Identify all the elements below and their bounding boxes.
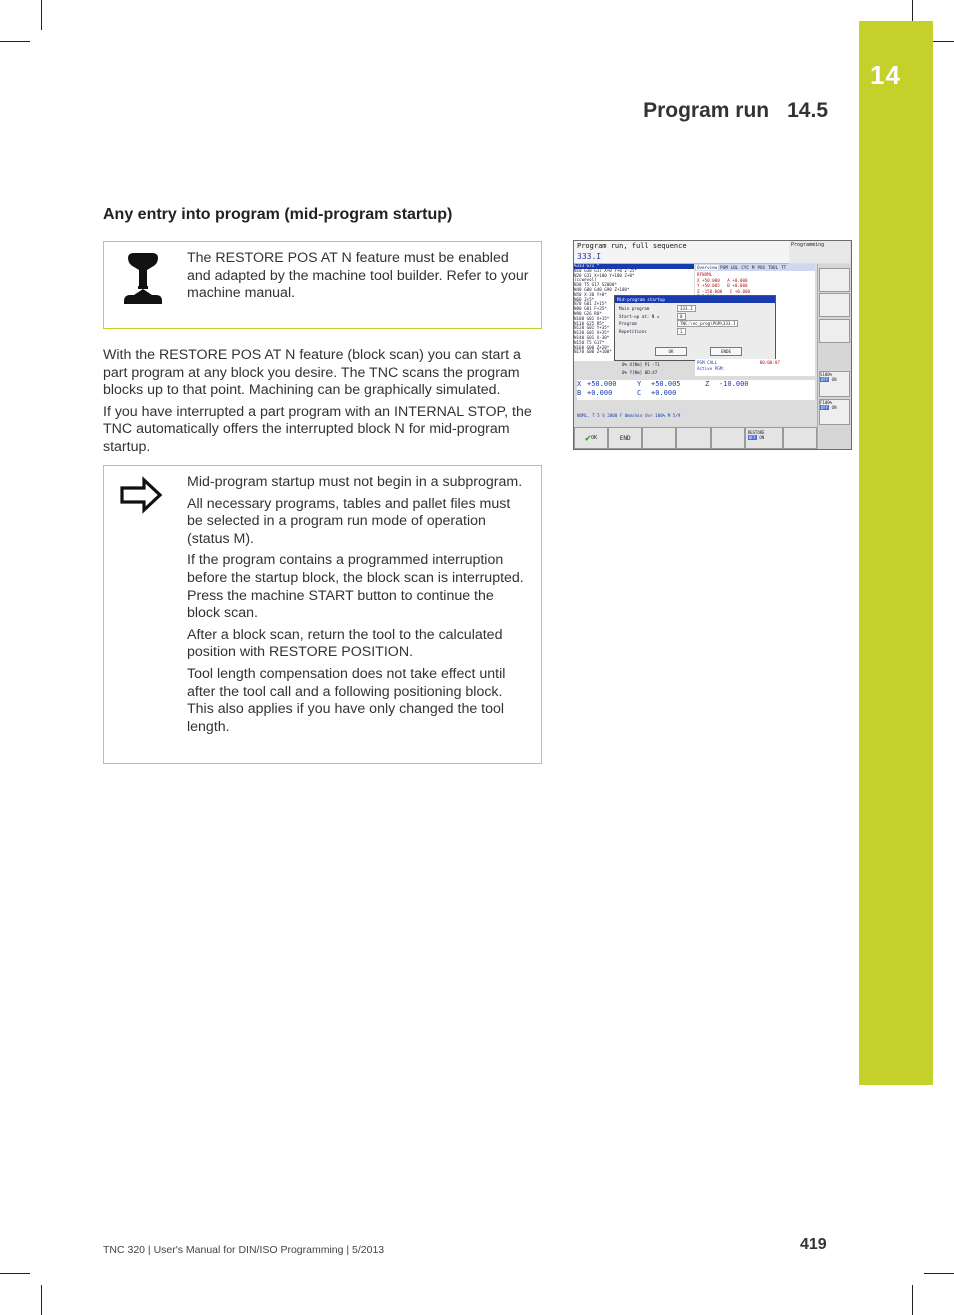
xyz-lines: [622, 361, 660, 377]
status-tab[interactable]: Overview: [697, 265, 718, 270]
page-number: 419: [800, 1236, 827, 1253]
status-tab[interactable]: CYC: [741, 265, 749, 270]
crop-mark: [41, 0, 42, 30]
position-row: X +50.000 Y +50.005 Z -10.000: [577, 380, 749, 388]
program-line[interactable]: N60 Z+5*: [574, 296, 595, 302]
side-button[interactable]: [819, 268, 850, 292]
rfnoml-label: RFNOML: [697, 272, 713, 277]
side-button[interactable]: [819, 319, 850, 343]
softkey[interactable]: [676, 427, 710, 449]
spindle-override[interactable]: [819, 371, 850, 397]
program-line[interactable]: N20 G31 X+100 Y+100 Z+0*: [574, 272, 635, 278]
pgm-call-row: [695, 359, 815, 376]
program-line[interactable]: N150 T5 G17*: [574, 339, 605, 345]
ok-softkey[interactable]: ✔ OK: [574, 427, 608, 449]
active-pgm-label: Active PGM:: [697, 365, 725, 371]
program-line[interactable]: N100 G01 X+15*: [574, 315, 610, 321]
end-softkey[interactable]: END: [608, 427, 642, 449]
tnc-status-bar: NOML. T 5 S 2000 F 0mm/min Ovr 100% M 5/9: [577, 413, 681, 418]
status-tab[interactable]: POS: [757, 265, 766, 270]
pgm-call-label: PGM CALL: [697, 360, 718, 365]
tnc-program-name: 333.I: [577, 252, 602, 261]
mid-program-dialog: [614, 295, 776, 361]
status-tab[interactable]: LBL: [730, 265, 739, 270]
status-tab[interactable]: M: [751, 265, 755, 270]
on-label: ON: [831, 405, 837, 410]
program-line[interactable]: N110 G25 R5*: [574, 320, 605, 326]
repetitions-field[interactable]: 1: [677, 328, 686, 335]
program-line-selected[interactable]: %333 G71 *: [574, 264, 694, 269]
tnc-title: Program run, full sequence: [577, 242, 687, 250]
crop-mark: [0, 1273, 30, 1274]
program-line[interactable]: N70 G01 Z+15*: [574, 301, 607, 307]
header-title: Program run: [643, 99, 770, 122]
program-line[interactable]: N80 G01 F+35*: [574, 306, 607, 312]
crop-mark: [0, 41, 30, 42]
status-tab[interactable]: TT: [781, 265, 787, 270]
timer: 00:00:07: [759, 360, 780, 365]
crop-mark: [912, 1285, 913, 1315]
tip-paragraph: Mid-program startup must not begin in a subprogram.: [187, 474, 523, 490]
on-label: ON: [831, 377, 837, 382]
status-row: Z -150.000 C +0.000: [697, 288, 751, 294]
status-tab[interactable]: PGM: [720, 265, 728, 270]
tip-paragraph: After a block scan, return the tool to the calculated position with RESTORE POSITION.: [187, 626, 503, 661]
dialog-row: Main program 333.I: [619, 305, 771, 313]
body-paragraph: If you have interrupted a part program with an INTERNAL STOP, the TNC automatically offers the interrupted block N for mid-program startup.: [103, 403, 532, 455]
program-line[interactable]: N140 G01 X-30*: [574, 334, 610, 340]
check-icon: ✔: [585, 432, 592, 444]
softkey[interactable]: [783, 427, 817, 449]
tip-note: [103, 465, 542, 764]
spindle-override-label: S100%: [820, 372, 833, 377]
machine-tool-icon: [104, 242, 186, 328]
softkey[interactable]: [711, 427, 745, 449]
feed-override-label: F100%: [820, 400, 833, 405]
feed-override[interactable]: [819, 399, 850, 425]
program-line[interactable]: N30 T5 G17 S2000*: [574, 282, 617, 288]
tip-paragraph: Tool length compensation does not take effect until after the tool call and a following positioning block. This also applies if you have only changed the tool length.: [187, 665, 506, 735]
machine-note-text: The RESTORE POS AT N feature must be enabled and adapted by the machine tool builder. Refer to your machine manual.: [187, 250, 529, 302]
tip-paragraph: All necessary programs, tables and pallet files must be selected in a program run mode of operation (status M).: [187, 495, 511, 547]
tnc-screenshot: [573, 240, 852, 450]
machine-note: [103, 241, 542, 329]
status-tab[interactable]: TOOL: [768, 265, 779, 270]
dialog-cancel-button[interactable]: ENDE: [710, 347, 742, 356]
header-section-number: 14.5: [787, 99, 828, 122]
side-button[interactable]: [819, 293, 850, 317]
softkey[interactable]: [642, 427, 676, 449]
program-line[interactable]: N130 G01 X+35*: [574, 330, 610, 336]
chapter-tab: [859, 21, 933, 1085]
dialog-row: Program TNC:\nc_prog\PGM\333.I: [619, 320, 771, 328]
body-paragraph: With the RESTORE POS AT N feature (block scan) you can start a part program at any block you desire. The TNC scans the program blocks up to that point. Machining can be graphically simulated.: [103, 347, 521, 399]
arrow-right-icon: [104, 466, 186, 763]
startup-block-field[interactable]: 0: [677, 313, 686, 320]
position-row: B +0.000 C +0.000: [577, 389, 677, 397]
running-header: [643, 99, 828, 123]
position-display: [577, 380, 815, 400]
crop-mark: [924, 1273, 954, 1274]
program-path-field[interactable]: TNC:\nc_prog\PGM\333.I: [677, 320, 738, 327]
main-program-field[interactable]: 333.I: [677, 305, 696, 312]
xyz-line: 0% Y[Nm] 0D:47: [622, 370, 658, 375]
section-heading: Any entry into program (mid-program startup): [103, 206, 453, 223]
chapter-number: 14: [870, 60, 901, 90]
off-label: OFF: [821, 405, 829, 410]
dialog-ok-button[interactable]: OK: [655, 347, 687, 356]
softkey-row: [574, 427, 817, 449]
program-line[interactable]: N90 G26 R8*: [574, 310, 602, 316]
program-line[interactable]: N170 G00 Z+100*: [574, 349, 612, 355]
tip-paragraph: If the program contains a programmed interruption before the startup block, the block scan is interrupted. Press the machine START button to continue the block scan.: [187, 552, 524, 622]
dialog-row: Start-up at: N = 0: [619, 313, 771, 321]
program-line[interactable]: (ccwevol): [574, 277, 597, 283]
crop-mark: [41, 1285, 42, 1315]
status-row: Y +50.005 B +0.000: [697, 283, 748, 288]
tnc-mode-label[interactable]: Programming: [789, 241, 850, 263]
body-text: [103, 347, 533, 461]
program-line[interactable]: N10 G30 G17 X+0 Y+0 Z-25*: [574, 267, 638, 273]
dialog-row: Repetitions 1: [619, 328, 771, 336]
status-row: X +50.000 A +0.000: [697, 277, 748, 283]
status-tabs: [695, 264, 815, 271]
off-label: OFF: [821, 377, 829, 382]
tnc-header: [574, 241, 789, 264]
program-line[interactable]: N120 G01 Y+35*: [574, 325, 610, 331]
restore-softkey[interactable]: RESTORE OFF ON: [745, 427, 783, 449]
dialog-title: Mid-program startup: [615, 296, 775, 303]
program-line[interactable]: N160 G00 Z+20*: [574, 344, 610, 350]
xyz-line: 0% X[Nm] P1 -T1: [622, 362, 660, 367]
program-line[interactable]: N40 G00 G40 G90 Z+100*: [574, 286, 630, 292]
program-line[interactable]: N50 X-30 Y+0*: [574, 291, 607, 297]
footer-text: TNC 320 | User's Manual for DIN/ISO Programming | 5/2013: [103, 1244, 385, 1256]
